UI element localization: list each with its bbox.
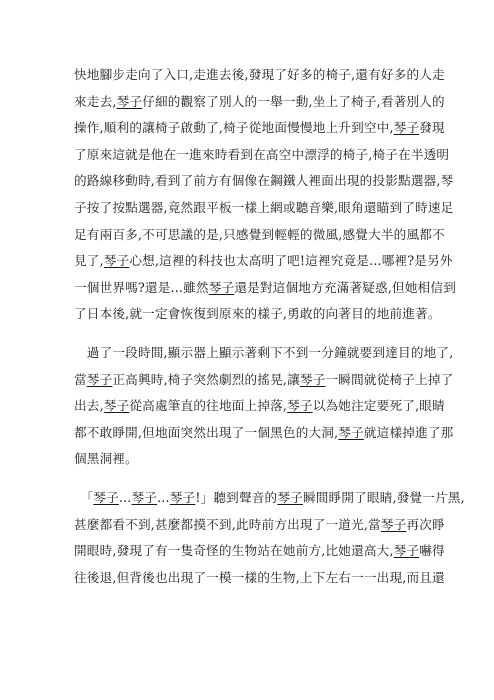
text-line: 當琴子正高興時,椅子突然劇烈的搖晃,讓琴子一瞬間就從椅子上掉了 (74, 371, 454, 387)
character-name: 琴子 (86, 371, 113, 387)
text-line: 過了一段時間,顯示器上顯示著剩下不到一分鐘就要到達目的地了, (74, 344, 454, 360)
text-line: 甚麼都看不到,甚麼都摸不到,此時前方出現了一道光,當琴子再次睜 (74, 516, 445, 532)
character-name: 琴子 (338, 424, 364, 440)
paragraph-gap (74, 328, 418, 340)
text-line: 往後退,但背後也出現了一模一樣的生物,上下左右一一出現,而且還 (74, 569, 445, 585)
character-name: 琴子 (287, 398, 313, 414)
paragraph-2 (74, 340, 454, 473)
character-name: 琴子 (103, 253, 130, 269)
text-line: 都不敢睜開,但地面突然出現了一個黑色的大洞,琴子就這樣掉進了那 (74, 424, 454, 440)
paragraph-1 (74, 62, 457, 328)
character-name: 琴子 (208, 279, 235, 295)
character-name: 琴子 (393, 120, 420, 136)
character-name: 琴子 (169, 489, 196, 505)
text-line: 個黑洞裡。 (74, 451, 138, 467)
character-name: 琴子 (116, 93, 143, 109)
text-line: 操作,順利的讓椅子啟動了,椅子從地面慢慢地上升到空中,琴子發現 (74, 120, 445, 136)
text-line: 出去,琴子從高處筆直的往地面上掉落,琴子以為她注定要死了,眼睛 (74, 398, 445, 414)
text-line: 見了,琴子心想,這裡的科技也太高明了吧!這裡究竟是...哪裡?是另外 (74, 253, 453, 269)
text-line: 快地腳步走向了入口,走進去後,發現了好多的椅子,還有好多的人走 (74, 67, 445, 82)
text-line: 了原來這就是他在一進來時看到在高空中漂浮的椅子,椅子在半透明 (74, 146, 450, 162)
character-name: 琴子 (103, 398, 130, 414)
character-name: 琴子 (131, 489, 158, 505)
text-line: 「琴子...琴子...琴子!」聽到聲音的琴子瞬間睜開了眼睛,發覺一片黑, (74, 489, 465, 505)
character-name: 琴子 (393, 543, 420, 559)
character-name: 琴子 (93, 489, 119, 505)
character-name: 琴子 (277, 489, 303, 505)
text-line: 開眼時,發現了有一隻奇怪的生物站在她前方,比她還高大,琴子嚇得 (74, 543, 445, 559)
text-line: 足有兩百多,不可思議的是,只感覺到輕輕的微風,感覺大半的風都不 (74, 226, 445, 242)
text-line: 來走去,琴子仔細的觀察了別人的一舉一動,坐上了椅子,看著別人的 (74, 93, 445, 109)
text-line: 一個世界嗎?還是...雖然琴子還是對這個地方充滿著疑惑,但她相信到 (74, 279, 457, 295)
text-line: 了日本後,就一定會恢復到原來的樣子,勇敢的向著目的地前進著。 (74, 306, 441, 322)
paragraph-3 (74, 485, 465, 591)
character-name: 琴子 (380, 516, 407, 532)
paragraph-gap (74, 473, 418, 485)
text-line: 的路線移動時,看到了前方有個像在鋼鐵人裡面出現的投影點選器,琴 (74, 173, 454, 189)
character-name: 琴子 (299, 371, 326, 387)
text-line: 子按了按點選器,竟然跟平板一樣上網或聽音樂,眼角還瞄到了時速足 (74, 199, 454, 215)
